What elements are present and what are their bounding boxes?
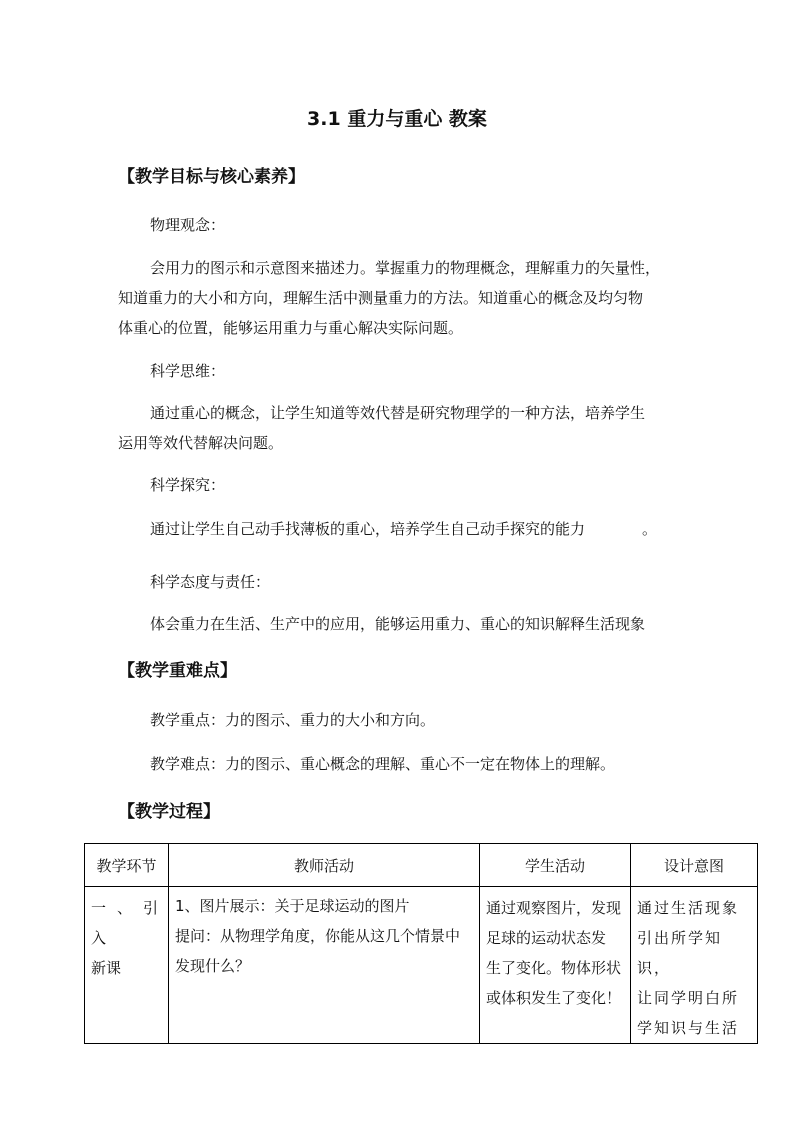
physics-concept-line-3: 体重心的位置，能够运用重力与重心解决实际问题。 [118, 319, 464, 337]
scientific-thinking-line-2: 运用等效代替解决问题。 [118, 434, 284, 452]
stage-line: 新课 [91, 959, 122, 977]
student-line: 或体积发生了变化！ [486, 989, 622, 1007]
intent-line: 让同学明白所 [637, 989, 740, 1007]
scientific-inquiry-period: 。 [642, 520, 658, 538]
column-header-stage: 教学环节 [85, 844, 169, 887]
intent-line: 学知识与生活 [637, 1019, 740, 1037]
scientific-inquiry-label: 科学探究： [150, 476, 226, 494]
teaching-process-table [84, 843, 758, 1044]
scientific-inquiry-text: 通过让学生自己动手找薄板的重心，培养学生自己动手探究的能力 [150, 520, 586, 538]
section-heading-goals: 【教学目标与核心素养】 [118, 167, 305, 187]
column-header-teacher: 教师活动 [169, 844, 480, 887]
student-line: 足球的运动状态发 [486, 929, 607, 947]
table-row [85, 887, 758, 1044]
teacher-activity-cell [169, 887, 480, 1044]
teaching-focus: 教学重点：力的图示、重力的大小和方向。 [150, 711, 436, 729]
scientific-thinking-line-1: 通过重心的概念，让学生知道等效代替是研究物理学的一种方法，培养学生 [150, 404, 646, 422]
student-activity-cell [480, 887, 631, 1044]
scientific-thinking-label: 科学思维： [150, 362, 226, 380]
section-heading-key-points: 【教学重难点】 [118, 661, 237, 681]
student-line: 生了变化。物体形状 [486, 959, 622, 977]
column-header-student: 学生活动 [480, 844, 631, 887]
stage-cell [85, 887, 169, 1044]
physics-concept-line-2: 知道重力的大小和方向，理解生活中测量重力的方法。知道重心的概念及均匀物 [118, 289, 644, 307]
student-line: 通过观察图片，发现 [486, 899, 622, 917]
document-title: 3.1 重力与重心 教案 [307, 108, 487, 130]
intent-line: 通过生活现象 [637, 899, 740, 917]
column-header-intent: 设计意图 [631, 844, 758, 887]
physics-concept-line-1: 会用力的图示和示意图来描述力。掌握重力的物理概念，理解重力的矢量性， [150, 259, 661, 277]
stage-line: 一、引入 [91, 899, 162, 947]
intent-line: 引出所学知识， [637, 929, 723, 977]
section-heading-process: 【教学过程】 [118, 802, 220, 822]
attitude-text: 体会重力在生活、生产中的应用，能够运用重力、重心的知识解释生活现象 [150, 615, 646, 633]
design-intent-cell [631, 887, 758, 1044]
table-header-row [85, 844, 758, 887]
teacher-line: 发现什么？ [175, 957, 251, 975]
teaching-difficulty: 教学难点：力的图示、重心概念的理解、重心不一定在物体上的理解。 [150, 755, 616, 773]
teacher-line: 1、图片展示：关于足球运动的图片 [175, 897, 410, 915]
attitude-label: 科学态度与责任： [150, 573, 271, 591]
teacher-line: 提问：从物理学角度，你能从这几个情景中 [175, 927, 461, 945]
physics-concept-label: 物理观念： [150, 216, 226, 234]
